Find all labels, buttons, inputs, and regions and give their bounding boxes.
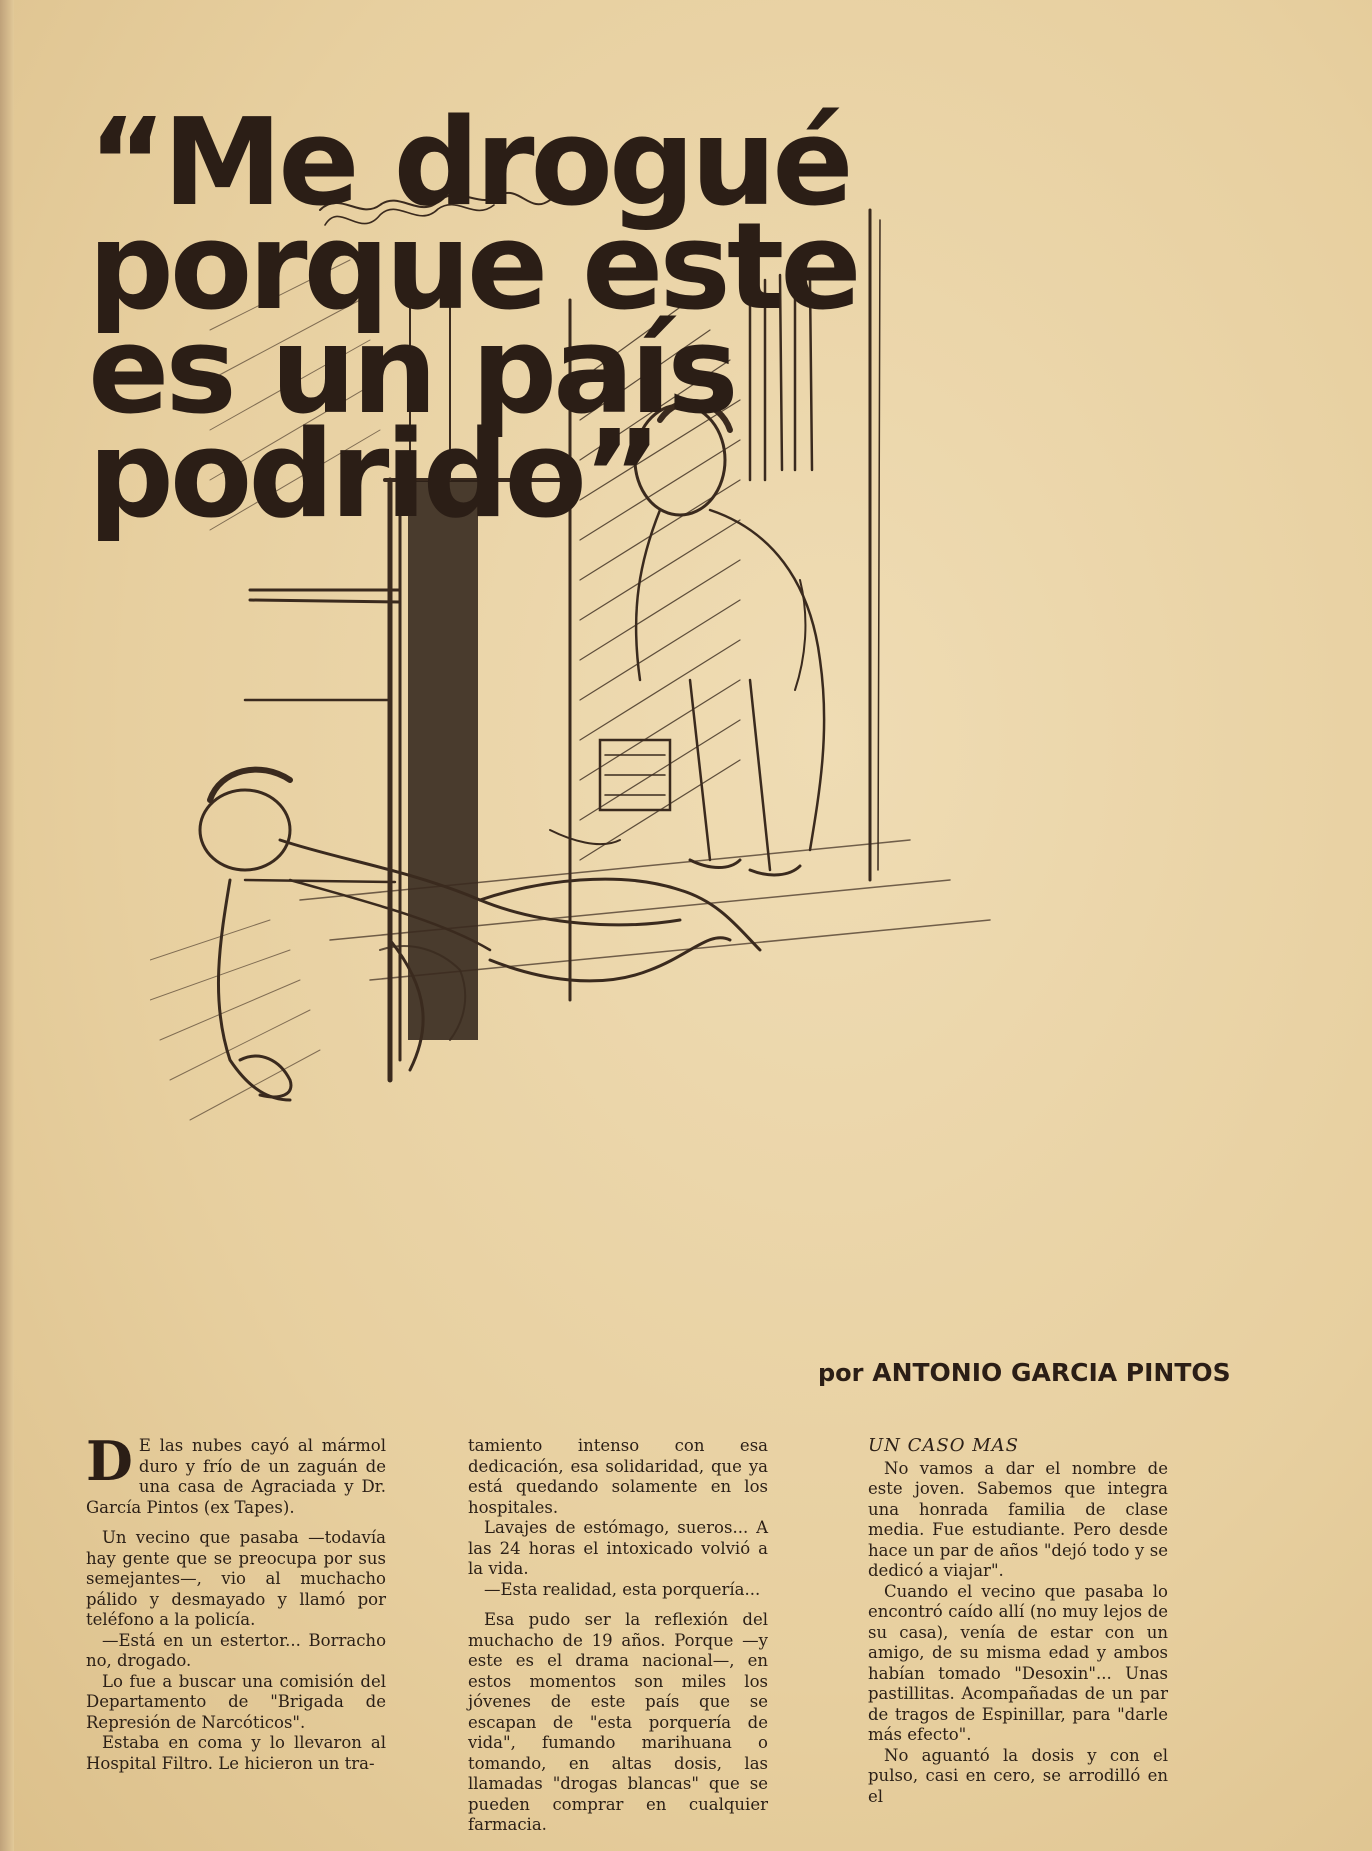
byline-author: ANTONIO GARCIA PINTOS	[872, 1358, 1231, 1387]
paragraph: Estaba en coma y lo llevaron al Hospital Filtro. Le hicieron un tra-	[86, 1733, 386, 1773]
paragraph: —Esta realidad, esta porquería...	[484, 1579, 761, 1599]
paragraph: Cuando el vecino que pasaba lo encontró caído allí (no muy lejos de su casa), venía de estar con un amigo, de su misma edad y ambos habían tomado "Desoxin"... Unas pastillitas. Acompañadas de un par de tragos de Espinillar, para "darle más efecto".	[868, 1581, 1168, 1744]
headline-line-4: podrido”	[88, 406, 658, 545]
paragraph: No vamos a dar el nombre de este joven. Sabemos que integra una honrada familia de clase media. Fue estudiante. Pero desde hace un par de años "dejó todo y se dedicó a viajar".	[868, 1458, 1168, 1580]
article-column-2	[468, 1436, 768, 1836]
paragraph: tamiento intenso con esa dedicación, esa solidaridad, que ya está quedando solamente en los hospitales.	[468, 1436, 768, 1517]
headline-line-1: “Me drogué	[88, 94, 850, 233]
drop-cap: D	[86, 1429, 133, 1493]
paragraph: D E las nubes cayó al mármol duro y frío de un zaguán de una casa de Agraciada y Dr. García Pintos (ex Tapes).	[86, 1429, 386, 1517]
paragraph: No aguantó la dosis y con el pulso, casi en cero, se arrodilló en el	[868, 1745, 1168, 1806]
paragraph: —Está en un estertor... Borracho no, drogado.	[86, 1630, 386, 1670]
article-column-1	[86, 1429, 386, 1774]
byline	[818, 1358, 1231, 1387]
article-headline	[88, 94, 1088, 545]
article-column-3	[868, 1436, 1168, 1807]
byline-prefix: por	[818, 1359, 864, 1387]
paragraph: Lo fue a buscar una comisión del Departamento de "Brigada de Represión de Narcóticos".	[86, 1671, 386, 1732]
paragraph: Lavajes de estómago, sueros... A las 24 horas el intoxicado volvió a la vida.	[468, 1518, 768, 1578]
paragraph: Un vecino que pasaba —todavía hay gente que se preocupa por sus semejantes—, vio al muchacho pálido y desmayado y llamó por teléfono a la policía.	[86, 1528, 386, 1629]
paragraph: Esa pudo ser la reflexión del muchacho de 19 años. Porque —y este es el drama nacional—, en estos momentos son miles los jóvenes de este país que se escapan de "esta porquería de vida", fumando marihuana o tomando, en altas dosis, las llamadas "drogas blancas" que se pueden comprar en cualquier farmacia.	[468, 1610, 768, 1834]
headline-line-2: porque este	[88, 198, 858, 337]
section-subhead: UN CASO MAS	[868, 1435, 1019, 1456]
page-spine-shadow	[0, 0, 14, 1851]
headline-line-3: es un país	[88, 302, 735, 441]
